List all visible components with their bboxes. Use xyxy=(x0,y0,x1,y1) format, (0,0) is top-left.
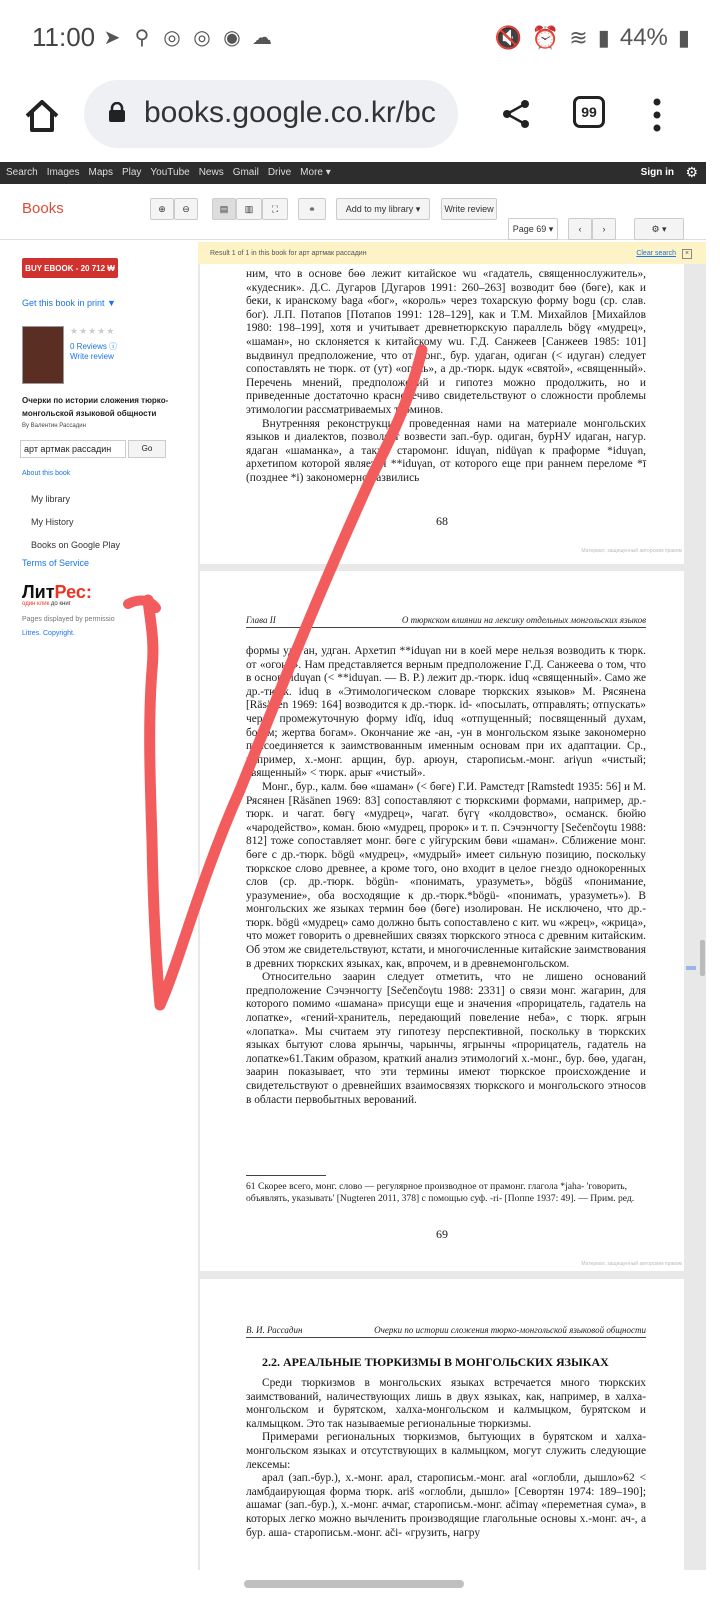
gbar-play[interactable]: Play xyxy=(121,167,142,178)
gear-icon[interactable]: ⚙ xyxy=(685,164,698,180)
books-toolbar xyxy=(0,184,706,240)
page-68 xyxy=(200,264,684,564)
search-result-bar xyxy=(198,242,706,264)
litres-logo-b: Рес: xyxy=(54,582,92,602)
page-69-paragraph-1: формы удаган, удган. Архетип **iduγan ни в коей мере нельзя возводить к тюрк. от «огонь». Нам представляется верным предположение Г.Д. Санжеева о том, что в основе iduγan (< **iduγan. — В. Р.) лежит др.-тюрк. iduq «священный». Само же др.-тюрк. iduq в «Этимологическом словаре тюркских языков» М. Рясянена [Räsänen 1969: 164] возводится к др.-тюрк. id- «посылать, отправлять; отпускать» через промежуточную форму idïq, iduq «отпущенный; посвященный духам, богам; жертва богам». Окончание же -ан, -ун в монгольском языке закономерно присоединяется к заимствованным именным основам при их адаптации. Ср., например, х.-монг. арщин, бур. арюун, старописьм.-монг. ariγun «чистый; священный» < тюрк. арығ «чистый». xyxy=(246,645,646,780)
add-to-library-button[interactable]: Add to my library ▾ xyxy=(336,198,430,220)
footnote-divider xyxy=(246,1175,326,1176)
zoom-out-icon: ⊖ xyxy=(182,203,190,214)
page-68-paragraph-2: Внутренняя реконструкция, проведенная нами на материале монгольских языков и диалектов, позволяет возвести зап.-бур. одиган, бурНУ идаган, нагур. ядаган «шаманка», а также старомонг. iduγan, nidüγan к праформе *iduγan, архетипом которой является **iduγan, от которого еще при раннем переломе *ī (позднее *i) закономерно развились xyxy=(246,417,646,484)
page-number: 68 xyxy=(436,514,448,528)
gbar-gmail[interactable]: Gmail xyxy=(232,167,259,178)
fullscreen-button[interactable] xyxy=(262,198,288,220)
litres-logo[interactable] xyxy=(22,582,92,603)
zoom-in-icon: ⊕ xyxy=(158,203,166,214)
gbar-images[interactable]: Images xyxy=(46,167,80,178)
signal-icon: ▮ xyxy=(597,25,610,50)
book-sidebar xyxy=(0,240,198,1570)
notification-icons xyxy=(100,26,274,50)
result-text: Result 1 of 1 in this book for арт артмак рассадин xyxy=(210,250,367,257)
running-head xyxy=(246,615,646,628)
litres-tagline-b: до книг xyxy=(49,601,71,607)
close-icon[interactable]: × xyxy=(682,249,692,259)
instagram-icon: ◎ xyxy=(193,27,211,49)
home-gesture-handle[interactable] xyxy=(244,1580,464,1588)
litres-tagline-a: один клик xyxy=(22,601,50,607)
running-head xyxy=(246,1325,646,1338)
chevron-right-icon: › xyxy=(602,224,606,234)
two-page-icon: ▥ xyxy=(244,203,254,214)
page-68-text xyxy=(246,268,646,486)
copyright-watermark: Материал, защищенный авторским правом xyxy=(581,548,682,554)
zoom-in-button[interactable] xyxy=(150,198,174,220)
prev-page-button[interactable] xyxy=(568,218,592,240)
search-in-book-input[interactable]: арт артмак рассадин xyxy=(20,440,126,458)
books-logo[interactable]: Books xyxy=(22,200,64,217)
status-bar xyxy=(0,0,720,80)
gbar-youtube[interactable]: YouTube xyxy=(150,167,190,178)
buy-ebook-button[interactable]: BUY EBOOK - 20 712 ₩ xyxy=(22,258,118,278)
wifi-icon: ≋ xyxy=(569,25,588,50)
copyright-link[interactable]: Litres. Copyright. xyxy=(22,630,75,637)
instagram-icon: ◎ xyxy=(163,27,181,49)
footnote: 61 Скорее всего, монг. слово — регулярное производное от прамонг. глагола *jaha- 'говорить, объявлять, указывать' [Nugteren 2011, 378] с помощью суф. -ri- [Поппе 1937: 49]. — Прим. ред. xyxy=(246,1181,635,1204)
single-page-button[interactable] xyxy=(212,198,236,220)
go-button[interactable]: Go xyxy=(128,440,166,458)
page-70-paragraph-1: Среди тюркизмов в монгольских языках встречается много тюркских заимствований, наличествующих лишь в двух языках, как, например, в халха-монгольском и бурятском, халха-монгольском и калмыцком, бурятском и калмыцком. Это так называемые региональные тюркизмы. xyxy=(246,1377,646,1430)
alarm-icon: ⏰ xyxy=(531,25,560,50)
home-icon[interactable] xyxy=(22,96,62,136)
page-number: 69 xyxy=(436,1227,448,1241)
my-history-link[interactable]: My History xyxy=(31,517,74,527)
page-70-text xyxy=(246,1377,646,1540)
book-title: Очерки по истории сложения тюрко-монгольской языковой общности xyxy=(22,396,169,418)
running-head-right: О тюркском влиянии на лексику отдельных монгольских языков xyxy=(401,615,646,625)
fullscreen-icon: ⛶ xyxy=(271,203,279,214)
sign-in-link[interactable]: Sign in xyxy=(640,167,674,178)
running-head-left: Глава II xyxy=(246,615,276,625)
page-viewer[interactable] xyxy=(198,264,706,1570)
scrollbar[interactable] xyxy=(700,940,705,976)
rating-stars: ★★★★★ xyxy=(70,326,116,336)
add-to-library-label: Add to my library xyxy=(345,204,414,214)
gbar-more[interactable]: More ▾ xyxy=(300,167,331,178)
status-time: 11:00 xyxy=(32,22,96,52)
share-icon[interactable] xyxy=(500,98,532,130)
system-icons xyxy=(494,24,690,52)
zoom-out-button[interactable] xyxy=(174,198,198,220)
link-button[interactable] xyxy=(298,198,326,220)
scroll-marker xyxy=(686,966,696,970)
book-author: By Валентин Рассадин xyxy=(22,423,86,429)
gbar-search[interactable]: Search xyxy=(6,167,38,178)
page-select-label: Page 69 xyxy=(512,224,547,234)
running-head-right: Очерки по истории сложения тюрко-монгольской языковой общности xyxy=(374,1325,646,1335)
page-70-paragraph-3: арал (зап.-бур.), х.-монг. арал, старописьм.-монг. aral «оглобли, дышло»62 < ламбдаирующая форма тюрк. ariš «оглобли, дышло» [Севортян 1974: 189–190]; ашамаг (зап.-бур.), х.-монг. ачмаг, старописьм.-монг. ačimaγ «переметная сума», в которых легко можно вычленить производящие глагольные основы х.-монг. ач-, а бур. аша- старописьм.-монг. ači- «грузить, нагру xyxy=(246,1472,646,1539)
litres-tagline xyxy=(22,601,71,607)
google-bar xyxy=(0,162,706,184)
page-select[interactable]: Page 69 ▾ xyxy=(508,218,558,240)
reviews-link[interactable] xyxy=(70,341,117,352)
battery-icon: ▮ xyxy=(677,25,690,50)
reviews-label: 0 Reviews xyxy=(70,342,107,351)
copyright-watermark: Материал, защищенный авторским правом xyxy=(581,1261,682,1267)
add-contact-icon: ⚲ xyxy=(134,27,150,49)
page-69-paragraph-2: Монг., бур., калм. бөө «шаман» (< бөгe) Г.И. Рамстедт [Ramstedt 1935: 56] и М. Рясянен [Räsänen 1969: 83] сопоставляют с тюркскими формами, например, др.-тюрк. и чагат. бөгү «мудрец», чагат. бүгү «колдовство», османск. бюйю «чародейство», коман. бюю «мудрец, пророк» и т. п. Сэчэнчогту [Sečenčoγtu 1988: 812] тоже сопоставляет монг. бөгe с уйгурским бөви «шаман». Сближение монг. бөгe с др.-тюрк. bögü «мудрец», «мудрый» имеет сильную позицию, поскольку тюркское слово древнее, а кроме того, оно входит в целое гнездо однокоренных слов (ср. др.-тюрк. bögün- «понимать, уразуметь», bögüš «понимание, уразумение», оба восходящие к др.-тюрк.*bögü- «понимать, уразуметь»). В монгольских же языках термин бөө (бөгe) изолирован. Не исключено, что др.-тюрк. bögü «мудрец» само должно быть сопоставлено с кит. wu «жрец», «жрица», что может говорить о древнейших связях тюркского этноса с древним китайским. Об этом же свидетельствуют, кстати, и многочисленные китайские заимствования в древних тюркских языках, как, впрочем, и в древнемонгольском. xyxy=(246,780,646,970)
page-69 xyxy=(200,571,684,1271)
page-69-paragraph-3: Относительно заарин следует отметить, что не лишено оснований предположение Сэчэнчогту [Sečenčoγtu 1988: 2331] о связи монг. жагарин, для которого помимо «шамана» присущи еще и значения «прорицатель, гадатель на лопатке», «гений-хранитель, передающий повеление неба», с тюрк. ягрын «лопатка». Мы считаем эту гипотезу перспективной, поскольку в тюркских языках бытуют слова ярынчы, чарынчы, ягрынчы «прорицатель, гадатель на лопатке»61.Таким образом, краткий анализ этимологий х.-монг., бур. бөө, удаган, заарин показывает, что эти термины имеют тюркское происхождение и свидетельствуют о древнейших взаимосвязях тюркского и монгольского этносов в области первобытных верований. xyxy=(246,971,646,1106)
clear-search-link[interactable]: Clear search xyxy=(636,250,676,257)
page-68-paragraph-1: ним, что в основе бөө лежит китайское wu «гадатель, священнослужитель», «кудесник». Д.С. Дугаров [Дугаров 1991: 260–263] возводит бөө (бөгe), как и беки, к иранскому baga «бог», «король» через тохарскую форму bogu (ср. слав. бог). Л.П. Потапов [Потапов 1991: 128–129], как и Т.М. Михайлов [Михайлов 1980: 198–199], хотя и учитывает древнетюркскую параллель bögү «мудрец», «шаман», но склоняется к китайскому wu. Г.Д. Санжеев [Санжеев 1985: 101] выдвинул предположение, что от монг., бур. удаган, одиган (< идуган) следует сопоставлять не тюрк. от (ут) «огонь», а др.-тюрк. ыдук «святой», «священный». Перечень мнений, предположений и гипотез можно продолжить, но и приведенные достаточно красноречиво свидетельствуют о сложности проблемы этимологии рассматриваемых терминов. xyxy=(246,268,646,416)
gbar-news[interactable]: News xyxy=(198,167,224,178)
gear-icon: ⚙ ▾ xyxy=(651,223,667,234)
page-70 xyxy=(200,1279,684,1570)
single-page-icon: ▤ xyxy=(219,203,229,214)
more-menu-icon[interactable] xyxy=(652,98,662,132)
running-head-left: В. И. Рассадин xyxy=(246,1325,303,1335)
settings-button[interactable] xyxy=(634,218,684,240)
two-page-button[interactable] xyxy=(236,198,262,220)
info-icon: ⓘ xyxy=(109,342,118,351)
telegram-icon: ➤ xyxy=(103,27,121,49)
chevron-left-icon: ‹ xyxy=(578,224,582,234)
next-page-button[interactable] xyxy=(592,218,616,240)
tab-switcher-button[interactable]: 99 xyxy=(573,96,605,128)
write-review-button[interactable]: Write review xyxy=(441,198,497,220)
books-on-play-link[interactable]: Books on Google Play xyxy=(31,540,121,550)
page-69-text xyxy=(246,645,646,1107)
litres-logo-a: Лит xyxy=(22,582,55,602)
battery-text: 44% xyxy=(619,24,668,51)
book-cover[interactable] xyxy=(22,326,64,384)
gbar-drive[interactable]: Drive xyxy=(267,167,292,178)
lock-icon xyxy=(108,102,126,122)
link-icon: ⚭ xyxy=(308,203,316,214)
cloud-icon: ☁ xyxy=(252,27,272,49)
get-print-link[interactable]: Get this book in print ▼ xyxy=(22,298,116,308)
terms-link[interactable]: Terms of Service xyxy=(22,558,90,568)
gesture-nav-bar xyxy=(0,1570,720,1600)
mute-icon: 🔇 xyxy=(494,25,522,50)
url-text: books.google.co.kr/bc xyxy=(144,96,436,129)
gbar-maps[interactable]: Maps xyxy=(88,167,113,178)
sidebar-write-review-link[interactable]: Write review xyxy=(70,352,114,361)
page-70-paragraph-2: Примерами региональных тюркизмов, бытующих в бурятском и халха-монгольском языках и отсутствующих в калмыцком, могут служить следующие лексемы: xyxy=(246,1431,646,1471)
about-book-link[interactable]: About this book xyxy=(22,470,71,477)
url-field[interactable] xyxy=(84,80,458,148)
section-heading: 2.2. АРЕАЛЬНЫЕ ТЮРКИЗМЫ В МОНГОЛЬСКИХ ЯЗЫКАХ xyxy=(262,1355,609,1369)
app-icon: ◉ xyxy=(223,27,241,49)
pages-by-text: Pages displayed by permissio xyxy=(22,616,115,623)
my-library-link[interactable]: My library xyxy=(31,494,71,504)
browser-toolbar xyxy=(0,80,720,162)
